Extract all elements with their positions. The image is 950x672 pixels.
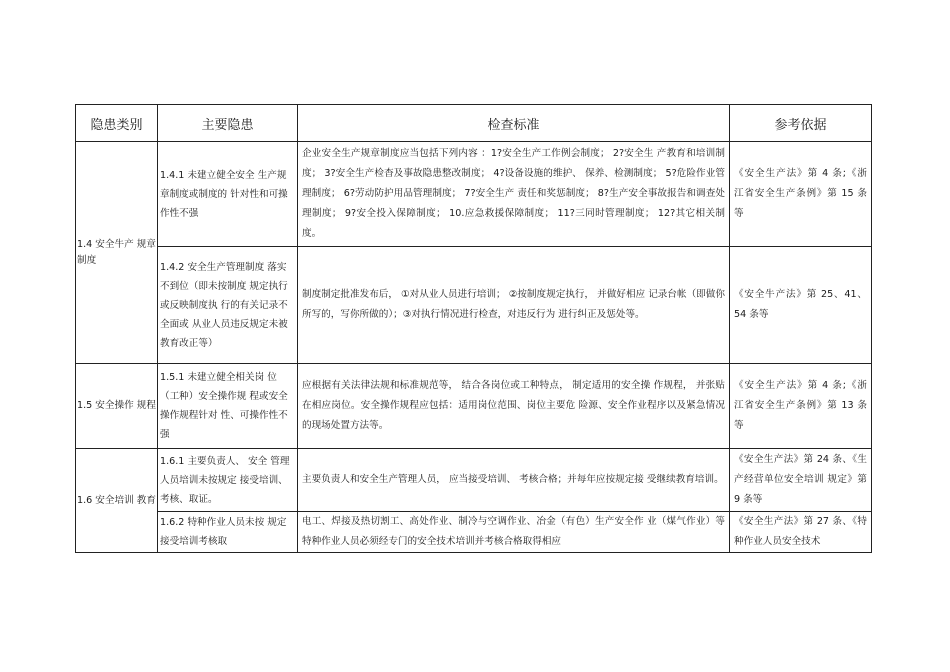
- standard-cell: [298, 364, 730, 449]
- hazard-text: 1.4.2 安全生产管理制度 落实不到位（即未按制度 规定执行或反映制度执 行的有关记录不全面或 从业人员违反规定未被 教育改正等）: [160, 261, 288, 349]
- header-reference: 参考依据: [730, 105, 872, 142]
- reference-text: 《安全生产法》第 27 条、《特种作业人员安全技术: [734, 516, 867, 547]
- table-row: [76, 364, 872, 449]
- header-standard: 检查标准: [298, 105, 730, 142]
- hazard-inspection-table: [75, 104, 872, 553]
- standard-cell: [298, 449, 730, 512]
- standard-text: 主要负责人和安全生产管理人员， 应当接受培训、 考核合格；并每年应按规定接 受继续教育培训。: [302, 474, 724, 485]
- hazard-sheet: [75, 104, 871, 553]
- category-cell: [76, 449, 158, 553]
- hazard-cell: [158, 142, 298, 247]
- reference-text: 《安全牛产法》第 25、41、54 条等: [734, 289, 867, 320]
- reference-cell: [730, 512, 872, 553]
- table-header-row: [76, 105, 872, 142]
- table-row: [76, 512, 872, 553]
- category-cell: [76, 142, 158, 364]
- standard-text: 制度制定批准发布后， ①对从业人员进行培训； ②按制度规定执行， 并做好相应 记录台帐（即做你所写的，写你所做的）；③对执行情况进行检查，对违反行为 进行纠正及惩处等。: [302, 289, 725, 320]
- table-row: [76, 449, 872, 512]
- hazard-text: 1.6.1 主要负责人、 安全 管理人员培训未按规定 接受培训、考核、取证。: [160, 455, 290, 505]
- hazard-text: 1.5.1 未建立健全相关岗 位（工种）安全操作规 程或安全操作规程针对 性、可操作性不强: [160, 372, 288, 440]
- reference-cell: [730, 449, 872, 512]
- category-label: 1.5 安全操作 规程: [77, 400, 156, 411]
- reference-cell: [730, 364, 872, 449]
- table-row: [76, 247, 872, 364]
- hazard-cell: [158, 449, 298, 512]
- reference-cell: [730, 142, 872, 247]
- standard-text: 应根据有关法律法规和标准规范等， 结合各岗位或工种特点， 制定适用的安全操 作规程， 并张贴在相应岗位。安全操作规程应包括：适用岗位范围、岗位主要危 险源、安全作业程序以及紧急情况的现场处置方法等。: [302, 380, 725, 431]
- category-label: 1.6 安全培训 教育: [77, 494, 156, 506]
- hazard-cell: [158, 364, 298, 449]
- category-cell: [76, 364, 158, 449]
- reference-text: 《安全生产法》第 4 条;《浙 江省安全生产条例》第 15 条等: [734, 168, 867, 219]
- standard-text: 企业安全生产规章制度应当包括下列内容 ：1?安全生产工作例会制度； 2?安全生 产教育和培训制度； 3?安全生产检杳及事故隐患整改制度； 4?设备设施的维护、 保养、检测制度； 5?危险作业管理制度； 6?劳动防护用品管理制度； 7?安全生产 责任和奖惩制度； 8?生产安全事故报告和调查处理制度； 9?安全投入保障制度； 10.应急救援保障制度； 11?三同时管理制度； 12?其它相关制度。: [302, 148, 725, 239]
- reference-text: 《安全生产法》第 24 条、《生产经营单位安全培训 规定》第 9 条等: [734, 454, 867, 505]
- hazard-cell: [158, 512, 298, 553]
- hazard-text: 1.6.2 特种作业人员未按 规定接受培训考核取: [160, 517, 287, 547]
- category-label: 1.4 安全牛产 规章制度: [77, 238, 156, 266]
- standard-text: 电工、焊接及热切割工、高处作业、制冷与空调作业、冶金（有色）生产安全作 业（煤气作业）等特种作业人员必须经专门的安全技术培训并考核合格取得相应: [302, 516, 725, 547]
- standard-cell: [298, 247, 730, 364]
- header-hazard: 主要隐患: [158, 105, 298, 142]
- table-row: [76, 142, 872, 247]
- reference-text: 《安全生产法》第 4 条;《浙 江省安全生产条例》第 13 条等: [734, 380, 867, 431]
- reference-cell: [730, 247, 872, 364]
- standard-cell: [298, 142, 730, 247]
- header-category: 隐患类别: [76, 105, 158, 142]
- standard-cell: [298, 512, 730, 553]
- hazard-text: 1.4.1 未建立健全安全 生产规章制度或制度的 针对性和可操作性不强: [160, 169, 288, 219]
- hazard-cell: [158, 247, 298, 364]
